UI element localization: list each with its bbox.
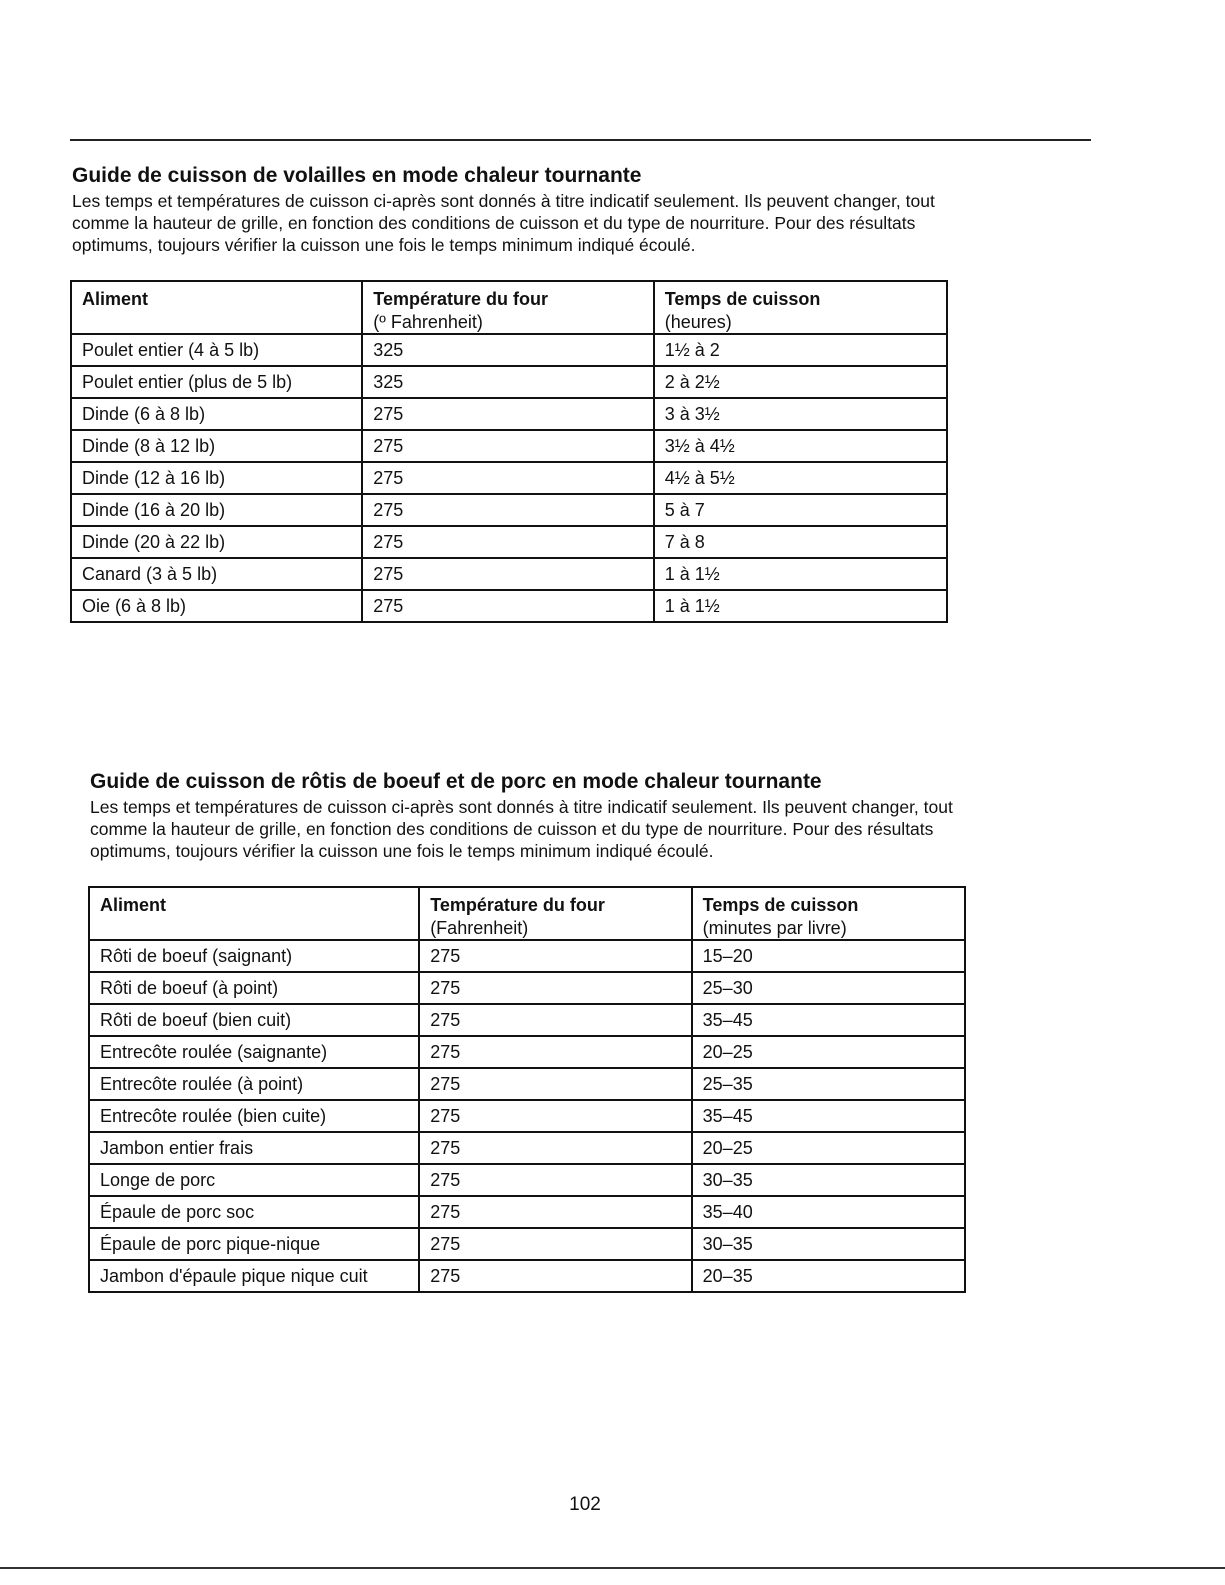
column-title: Temps de cuisson	[702, 895, 859, 915]
food-cell: Oie (6 à 8 lb)	[71, 590, 362, 622]
table-row	[89, 972, 965, 1004]
table-row	[71, 462, 947, 494]
time-cell: 5 à 7	[654, 494, 947, 526]
poultry-guide-section	[72, 162, 1072, 256]
food-cell: Rôti de boeuf (saignant)	[89, 940, 419, 972]
food-cell: Poulet entier (4 à 5 lb)	[71, 334, 362, 366]
top-rule	[70, 139, 1091, 141]
food-cell: Entrecôte roulée (à point)	[89, 1068, 419, 1100]
column-header-food	[89, 887, 419, 940]
food-cell: Poulet entier (plus de 5 lb)	[71, 366, 362, 398]
time-cell: 35–45	[692, 1004, 965, 1036]
table-row	[89, 1260, 965, 1292]
column-unit: (º Fahrenheit)	[373, 312, 483, 332]
table-row	[89, 1132, 965, 1164]
page-number: 102	[569, 1494, 601, 1515]
temperature-cell: 275	[362, 430, 653, 462]
temperature-cell: 275	[362, 494, 653, 526]
poultry-cooking-table	[70, 280, 948, 623]
time-cell: 35–45	[692, 1100, 965, 1132]
food-cell: Épaule de porc pique-nique	[89, 1228, 419, 1260]
table-row	[71, 558, 947, 590]
temperature-cell: 275	[419, 940, 691, 972]
table-row	[71, 398, 947, 430]
column-title: Température du four	[373, 289, 548, 309]
food-cell: Dinde (12 à 16 lb)	[71, 462, 362, 494]
time-cell: 30–35	[692, 1228, 965, 1260]
time-cell: 35–40	[692, 1196, 965, 1228]
temperature-cell: 275	[419, 1164, 691, 1196]
column-header-time	[654, 281, 947, 334]
column-unit: (minutes par livre)	[702, 918, 847, 938]
temperature-cell: 275	[419, 1004, 691, 1036]
temperature-cell: 275	[419, 1228, 691, 1260]
table-header-row	[89, 887, 965, 940]
temperature-cell: 275	[362, 590, 653, 622]
food-cell: Canard (3 à 5 lb)	[71, 558, 362, 590]
time-cell: 7 à 8	[654, 526, 947, 558]
table-row	[71, 526, 947, 558]
table-row	[71, 366, 947, 398]
roast-cooking-table	[88, 886, 966, 1293]
table-row	[89, 1228, 965, 1260]
table-row	[71, 590, 947, 622]
table-row	[71, 494, 947, 526]
intro-line: optimums, toujours vérifier la cuisson une fois le temps minimum indiqué écoulé.	[72, 235, 696, 255]
food-cell: Dinde (16 à 20 lb)	[71, 494, 362, 526]
table-row	[89, 1100, 965, 1132]
table-row	[89, 1196, 965, 1228]
temperature-cell: 275	[362, 462, 653, 494]
time-cell: 15–20	[692, 940, 965, 972]
intro-line: comme la hauteur de grille, en fonction des conditions de cuisson et du type de nourriture. Pour des résultats	[90, 819, 934, 839]
temperature-cell: 275	[419, 1196, 691, 1228]
temperature-cell: 275	[419, 1100, 691, 1132]
food-cell: Dinde (6 à 8 lb)	[71, 398, 362, 430]
bottom-rule	[0, 1567, 1225, 1569]
time-cell: 1½ à 2	[654, 334, 947, 366]
temperature-cell: 275	[419, 1132, 691, 1164]
time-cell: 1 à 1½	[654, 558, 947, 590]
table-body	[71, 334, 947, 622]
food-cell: Dinde (8 à 12 lb)	[71, 430, 362, 462]
table-row	[89, 940, 965, 972]
time-cell: 3 à 3½	[654, 398, 947, 430]
column-header-temperature	[362, 281, 653, 334]
column-unit: (Fahrenheit)	[430, 918, 529, 938]
time-cell: 3½ à 4½	[654, 430, 947, 462]
food-cell: Épaule de porc soc	[89, 1196, 419, 1228]
column-unit: (heures)	[664, 312, 732, 332]
food-cell: Rôti de boeuf (à point)	[89, 972, 419, 1004]
section-intro	[72, 190, 1072, 256]
intro-line: optimums, toujours vérifier la cuisson une fois le temps minimum indiqué écoulé.	[90, 841, 714, 861]
food-cell: Entrecôte roulée (bien cuite)	[89, 1100, 419, 1132]
column-title: Température du four	[430, 895, 605, 915]
table-body	[89, 940, 965, 1292]
food-cell: Jambon d'épaule pique nique cuit	[89, 1260, 419, 1292]
intro-line: comme la hauteur de grille, en fonction des conditions de cuisson et du type de nourriture. Pour des résultats	[72, 213, 916, 233]
temperature-cell: 275	[419, 1068, 691, 1100]
column-title: Aliment	[100, 895, 167, 915]
column-header-food	[71, 281, 362, 334]
time-cell: 30–35	[692, 1164, 965, 1196]
food-cell: Longe de porc	[89, 1164, 419, 1196]
time-cell: 20–25	[692, 1036, 965, 1068]
section-heading: Guide de cuisson de volailles en mode chaleur tournante	[72, 164, 642, 187]
column-header-temperature	[419, 887, 691, 940]
food-cell: Rôti de boeuf (bien cuit)	[89, 1004, 419, 1036]
intro-line: Les temps et températures de cuisson ci-après sont donnés à titre indicatif seulement. Ils peuvent changer, tout	[72, 191, 935, 211]
table-header-row	[71, 281, 947, 334]
intro-line: Les temps et températures de cuisson ci-après sont donnés à titre indicatif seulement. Ils peuvent changer, tout	[90, 797, 953, 817]
food-cell: Dinde (20 à 22 lb)	[71, 526, 362, 558]
roast-guide-section	[90, 768, 1090, 862]
temperature-cell: 325	[362, 366, 653, 398]
time-cell: 25–35	[692, 1068, 965, 1100]
food-cell: Jambon entier frais	[89, 1132, 419, 1164]
temperature-cell: 275	[362, 526, 653, 558]
table-row	[71, 334, 947, 366]
temperature-cell: 275	[362, 398, 653, 430]
table-row	[89, 1164, 965, 1196]
temperature-cell: 275	[419, 1036, 691, 1068]
food-cell: Entrecôte roulée (saignante)	[89, 1036, 419, 1068]
temperature-cell: 325	[362, 334, 653, 366]
section-intro	[90, 796, 1090, 862]
column-title: Temps de cuisson	[664, 289, 821, 309]
time-cell: 20–35	[692, 1260, 965, 1292]
temperature-cell: 275	[362, 558, 653, 590]
time-cell: 25–30	[692, 972, 965, 1004]
time-cell: 4½ à 5½	[654, 462, 947, 494]
temperature-cell: 275	[419, 972, 691, 1004]
time-cell: 20–25	[692, 1132, 965, 1164]
column-title: Aliment	[82, 289, 149, 309]
section-heading: Guide de cuisson de rôtis de boeuf et de porc en mode chaleur tournante	[90, 770, 822, 793]
time-cell: 1 à 1½	[654, 590, 947, 622]
column-header-time	[692, 887, 965, 940]
temperature-cell: 275	[419, 1260, 691, 1292]
table-row	[89, 1036, 965, 1068]
time-cell: 2 à 2½	[654, 366, 947, 398]
table-row	[71, 430, 947, 462]
table-row	[89, 1068, 965, 1100]
table-row	[89, 1004, 965, 1036]
